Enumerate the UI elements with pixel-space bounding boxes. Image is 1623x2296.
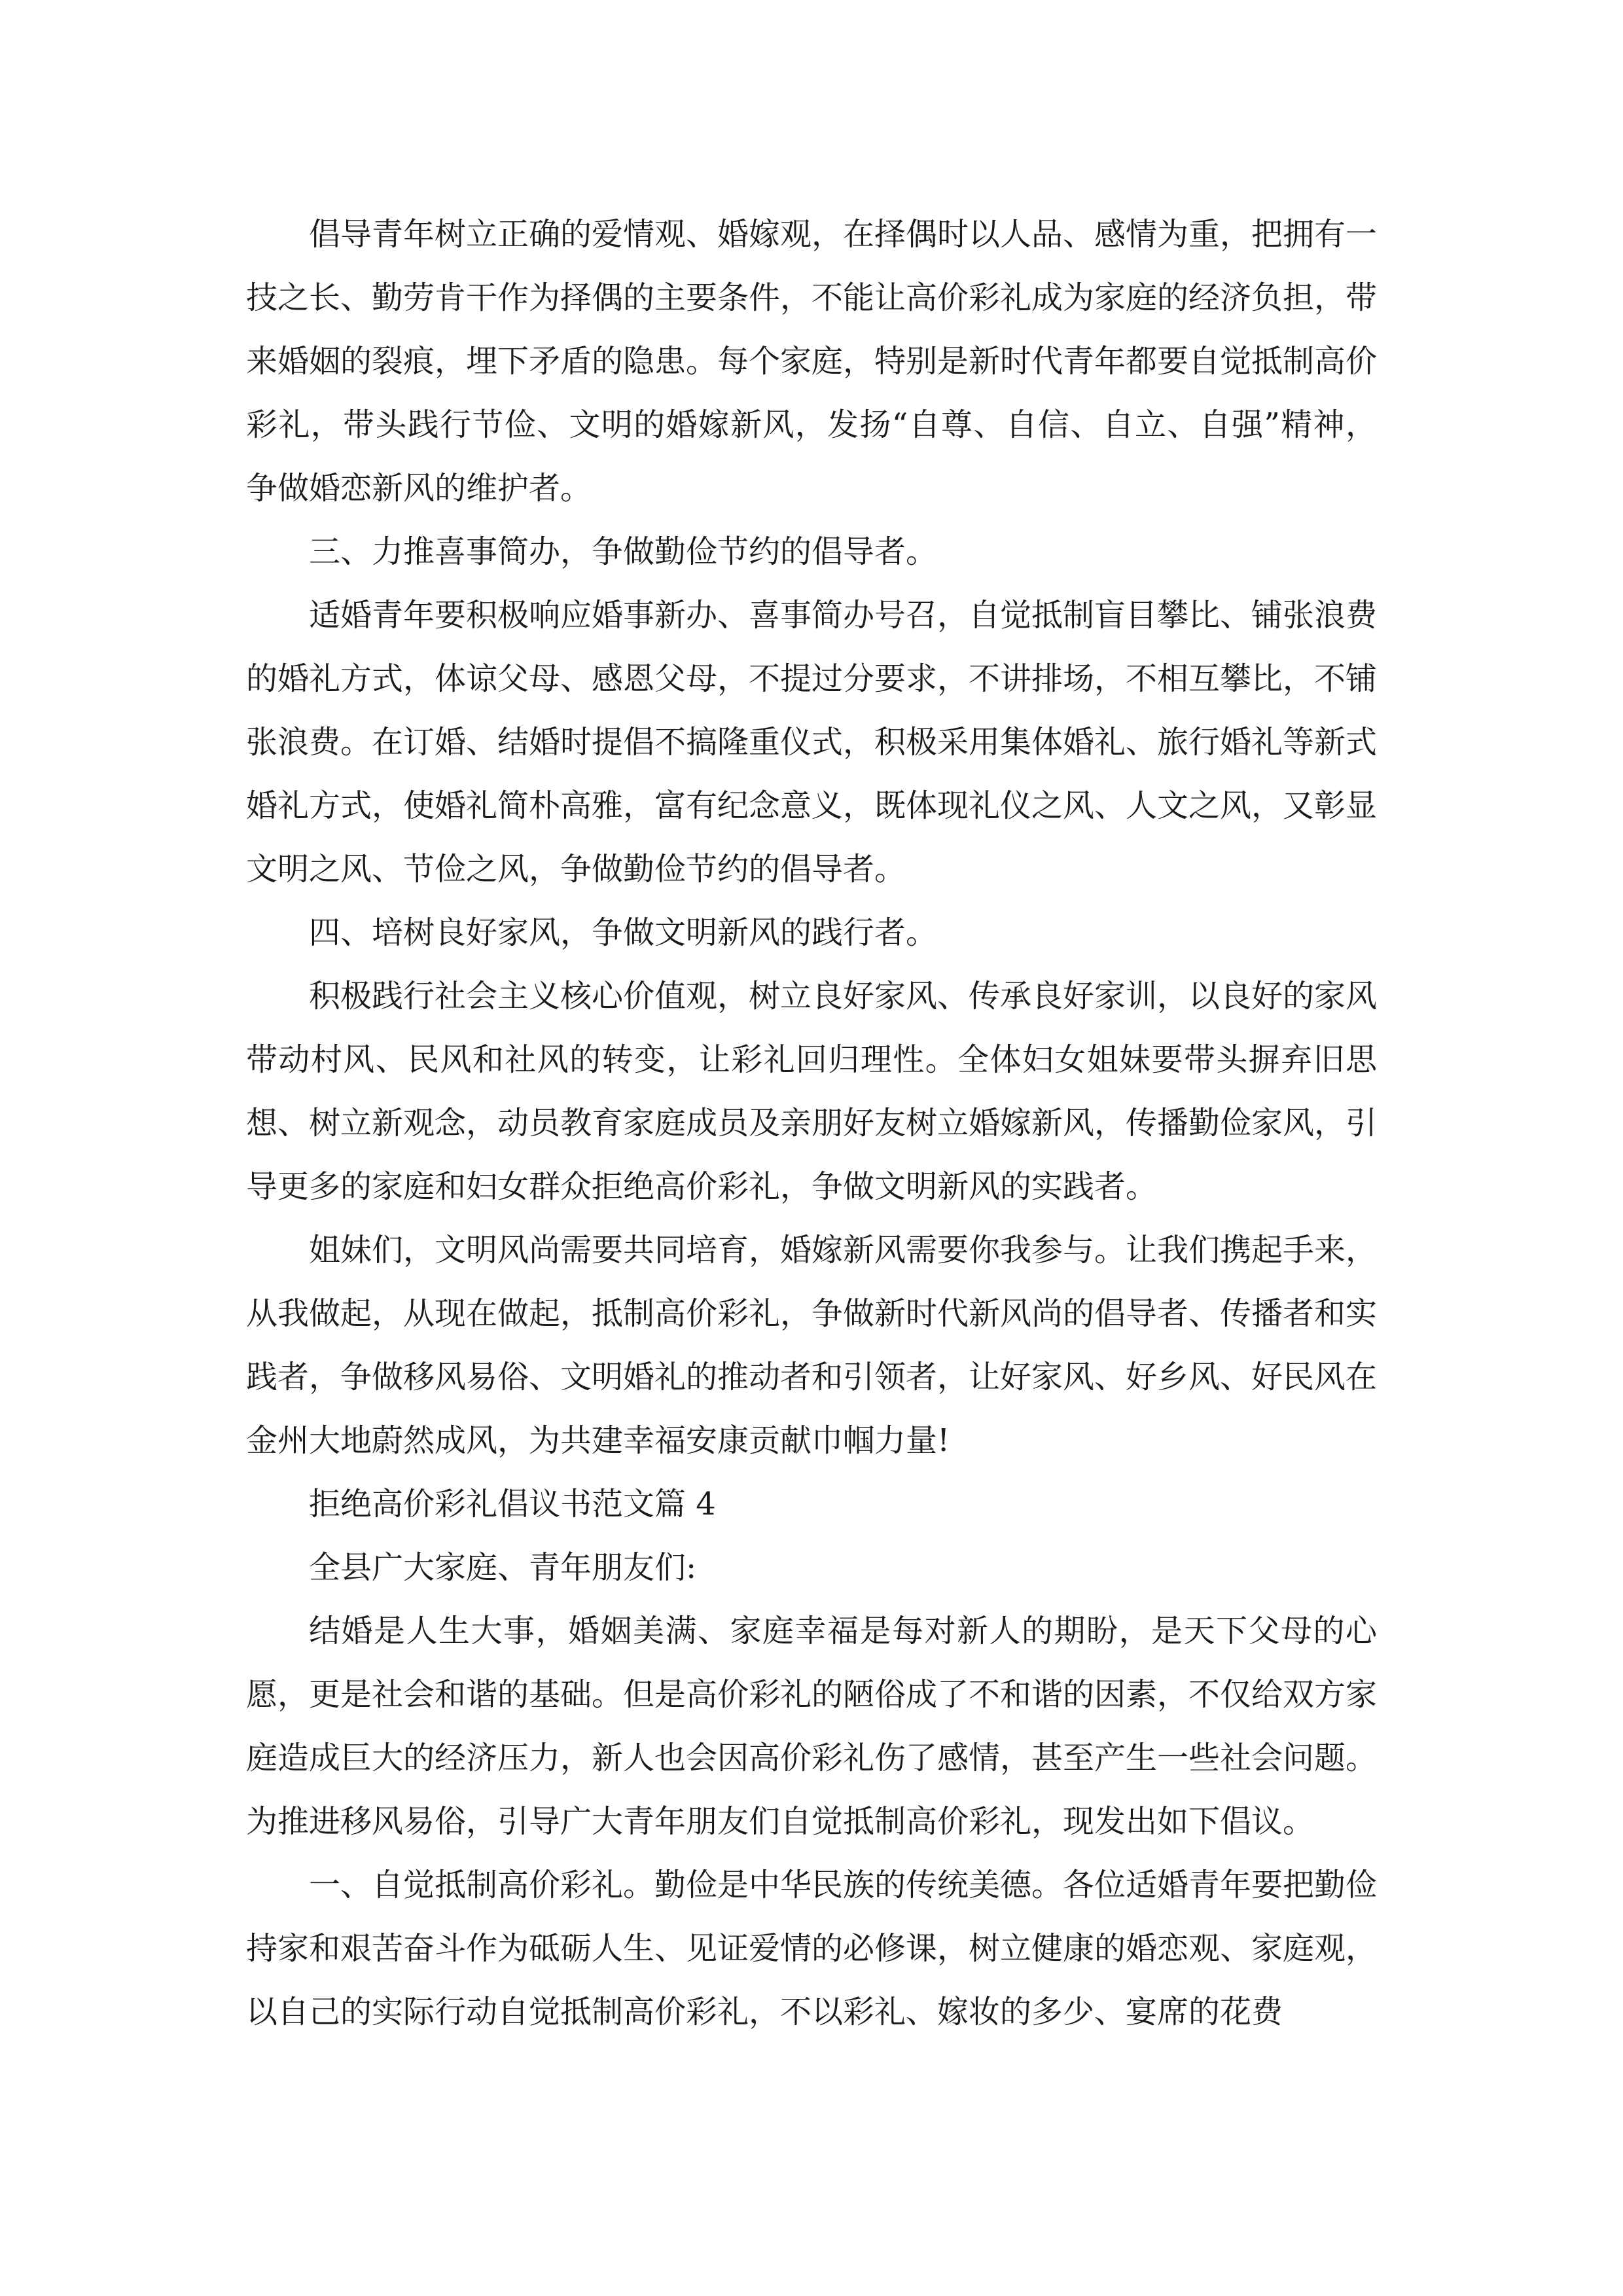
paragraph-introduction: 结婚是人生大事，婚姻美满、家庭幸福是每对新人的期盼，是天下父母的心愿，更是社会和谐的基础。但是高价彩礼的陋俗成了不和谐的因素，不仅给双方家庭造成巨大的经济压力，新人也会因高价彩礼伤了感情，甚至产生一些社会问题。为推进移风易俗，引导广大青年朋友们自觉抵制高价彩礼，现发出如下倡议。 (246, 1613, 1378, 1840)
heading-section-three: 三、力推喜事简办，争做勤俭节约的倡导者。 (309, 533, 938, 570)
document-page (246, 203, 1377, 2044)
article-title: 拒绝高价彩礼倡议书范文篇 4 (309, 1486, 716, 1522)
paragraph-simple-weddings: 适婚青年要积极响应婚事新办、喜事简办号召，自觉抵制盲目攀比、铺张浪费的婚礼方式，体谅父母、感恩父母，不提过分要求，不讲排场，不相互攀比，不铺张浪费。在订婚、结婚时提倡不搞隆重仪式，积极采用集体婚礼、旅行婚礼等新式婚礼方式，使婚礼简朴高雅，富有纪念意义，既体现礼仪之风、人文之风，又彰显文明之风、节俭之风，争做勤俭节约的倡导者。 (246, 597, 1378, 888)
paragraph-marriage-values: 倡导青年树立正确的爱情观、婚嫁观，在择偶时以人品、感情为重，把拥有一技之长、勤劳肯干作为择偶的主要条件，不能让高价彩礼成为家庭的经济负担，带来婚姻的裂痕，埋下矛盾的隐患。每个家庭，特别是新时代青年都要自觉抵制高价彩礼，带头践行节俭、文明的婚嫁新风，发扬“自尊、自信、自立、自强”精神，争做婚恋新风的维护者。 (246, 216, 1378, 507)
paragraph-closing-appeal: 姐妹们，文明风尚需要共同培育，婚嫁新风需要你我参与。让我们携起手来，从我做起，从现在做起，抵制高价彩礼，争做新时代新风尚的倡导者、传播者和实践者，争做移风易俗、文明婚礼的推动者和引领者，让好家风、好乡风、好民风在金州大地蔚然成风，为共建幸福安康贡献巾帼力量! (246, 1232, 1378, 1459)
paragraph-point-one: 一、自觉抵制高价彩礼。勤俭是中华民族的传统美德。各位适婚青年要把勤俭持家和艰苦奋斗作为砥砺人生、见证爱情的必修课，树立健康的婚恋观、家庭观，以自己的实际行动自觉抵制高价彩礼，不以彩礼、嫁妆的多少、宴席的花费 (246, 1867, 1378, 2030)
salutation: 全县广大家庭、青年朋友们: (309, 1549, 697, 1586)
paragraph-family-values: 积极践行社会主义核心价值观，树立良好家风、传承良好家训，以良好的家风带动村风、民风和社风的转变，让彩礼回归理性。全体妇女姐妹要带头摒弃旧思想、树立新观念，动员教育家庭成员及亲朋好友树立婚嫁新风，传播勤俭家风，引导更多的家庭和妇女群众拒绝高价彩礼，争做文明新风的实践者。 (246, 978, 1378, 1205)
heading-section-four: 四、培树良好家风，争做文明新风的践行者。 (309, 914, 938, 951)
